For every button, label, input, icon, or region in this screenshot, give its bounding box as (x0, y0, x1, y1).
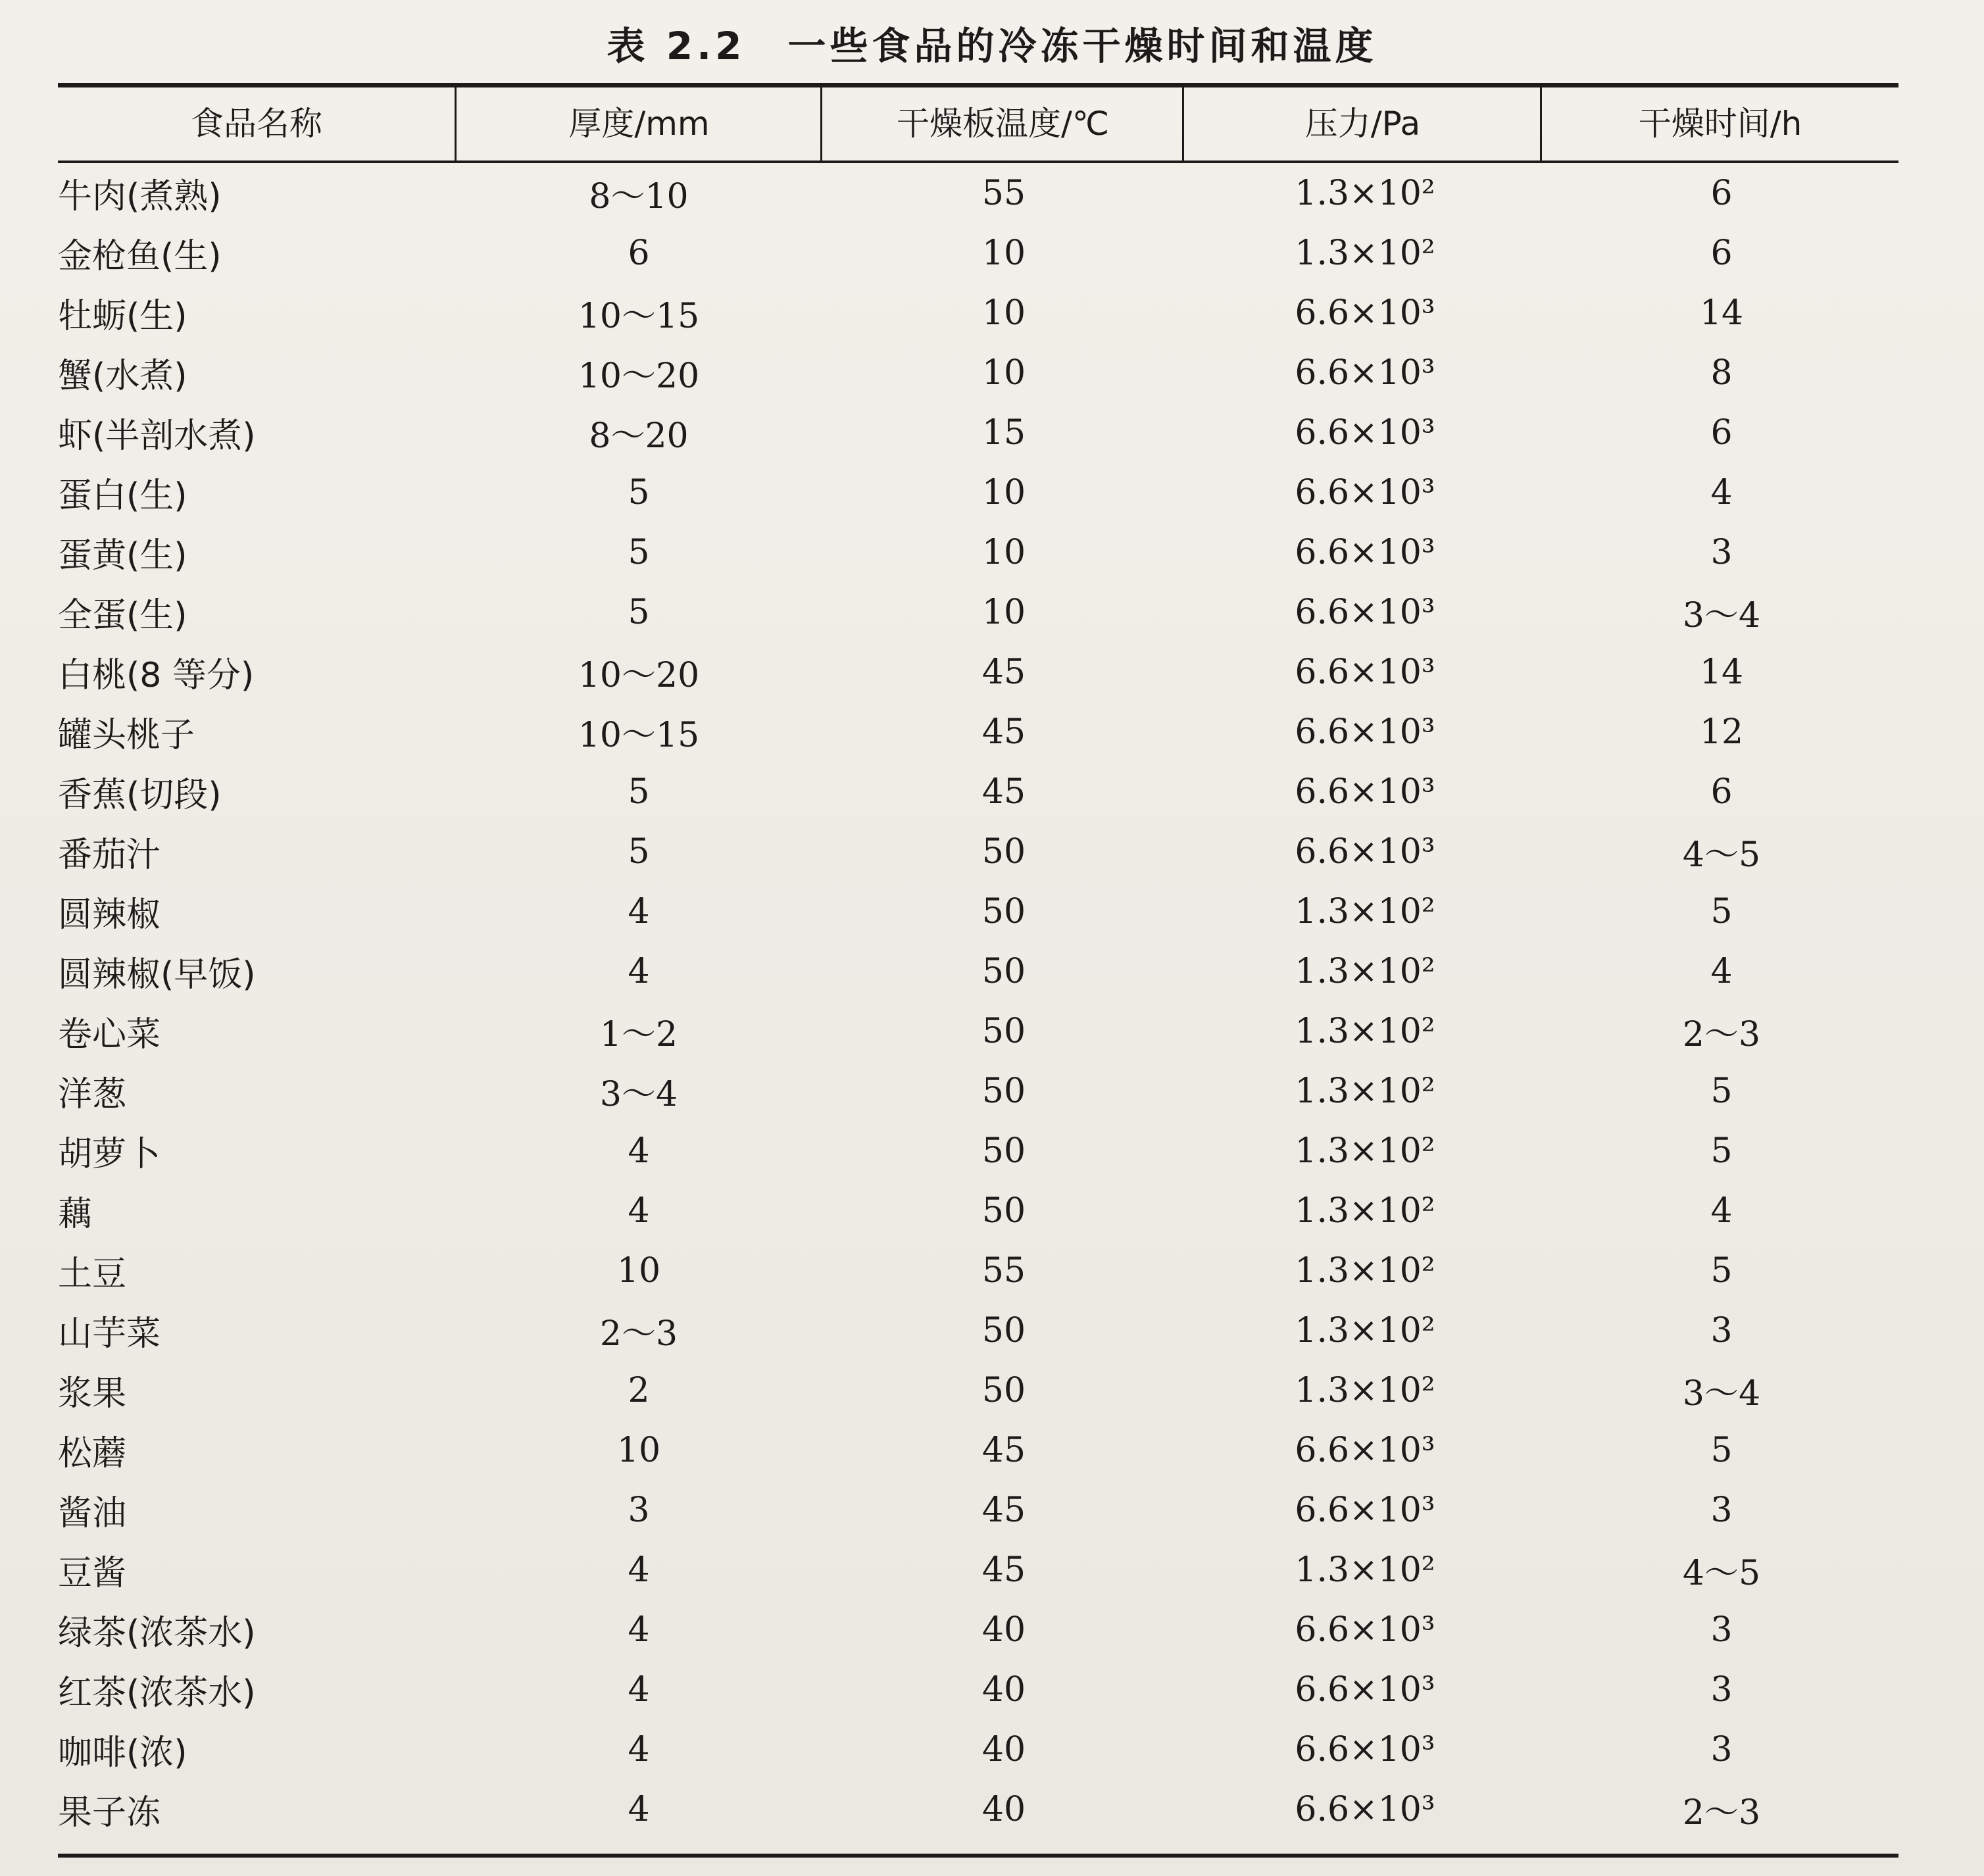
thickness-cell: 4 (628, 1789, 650, 1829)
plate-temp-cell: 40 (981, 1789, 1026, 1829)
drying-time-cell: 3 (1710, 1669, 1733, 1710)
thickness-cell: 3～4 (599, 1075, 678, 1114)
pressure-cell: 6.6×10³ (1295, 1789, 1435, 1829)
thickness-cell: 4 (628, 951, 650, 991)
table-row (58, 1480, 1898, 1540)
drying-time-cell: 5 (1710, 891, 1733, 931)
thickness-cell: 5 (628, 592, 650, 632)
plate-temp-cell: 10 (981, 532, 1026, 572)
drying-time-cell: 3 (1710, 532, 1733, 572)
table-row (58, 1241, 1898, 1300)
table-row (58, 762, 1898, 822)
bottom-rule (58, 1854, 1898, 1858)
table-row (58, 163, 1898, 223)
plate-temp-cell: 10 (981, 472, 1026, 512)
table-body (58, 163, 1898, 1839)
food-name-cell: 洋葱 (58, 1075, 127, 1114)
thickness-cell: 4 (628, 1131, 650, 1171)
drying-time-cell: 3～4 (1682, 1374, 1761, 1414)
drying-time-cell: 4～5 (1682, 835, 1761, 875)
food-name-cell: 全蛋(生) (58, 596, 187, 635)
thickness-cell: 8～10 (589, 177, 689, 216)
food-name-cell: 番茄汁 (58, 835, 161, 875)
pressure-cell: 1.3×10² (1295, 1250, 1435, 1291)
drying-time-cell: 2～3 (1682, 1015, 1761, 1054)
table-row (58, 702, 1898, 762)
pressure-cell: 1.3×10² (1295, 951, 1435, 991)
plate-temp-cell: 50 (981, 1310, 1026, 1350)
header-drying-time: 干燥时间/h (1638, 105, 1802, 143)
plate-temp-cell: 40 (981, 1729, 1026, 1769)
plate-temp-cell: 50 (981, 891, 1026, 931)
table-row (58, 223, 1898, 283)
drying-time-cell: 6 (1710, 772, 1733, 812)
pressure-cell: 6.6×10³ (1295, 712, 1435, 752)
drying-time-cell: 5 (1710, 1430, 1733, 1470)
drying-time-cell: 6 (1710, 233, 1733, 273)
pressure-cell: 6.6×10³ (1295, 592, 1435, 632)
plate-temp-cell: 45 (981, 1430, 1026, 1470)
food-name-cell: 牡蛎(生) (58, 297, 187, 336)
pressure-cell: 6.6×10³ (1295, 1729, 1435, 1769)
pressure-cell: 6.6×10³ (1295, 1610, 1435, 1650)
drying-time-cell: 4 (1710, 472, 1733, 512)
drying-time-cell: 6 (1710, 412, 1733, 453)
drying-time-cell: 4 (1710, 951, 1733, 991)
pressure-cell: 6.6×10³ (1295, 1490, 1435, 1530)
pressure-cell: 1.3×10² (1295, 173, 1435, 213)
table-row (58, 1420, 1898, 1480)
thickness-cell: 4 (628, 1729, 650, 1769)
food-name-cell: 土豆 (58, 1254, 127, 1294)
drying-time-cell: 3 (1710, 1610, 1733, 1650)
drying-time-cell: 14 (1699, 293, 1744, 333)
pressure-cell: 6.6×10³ (1295, 353, 1435, 393)
thickness-cell: 6 (628, 233, 650, 273)
pressure-cell: 1.3×10² (1295, 1550, 1435, 1590)
pressure-cell: 1.3×10² (1295, 1370, 1435, 1410)
drying-time-cell: 8 (1710, 353, 1733, 393)
food-name-cell: 藕 (58, 1195, 93, 1234)
thickness-cell: 1～2 (599, 1015, 678, 1054)
plate-temp-cell: 50 (981, 1011, 1026, 1051)
plate-temp-cell: 45 (981, 712, 1026, 752)
thickness-cell: 3 (628, 1490, 650, 1530)
food-name-cell: 虾(半剖水煮) (58, 416, 256, 456)
thickness-cell: 5 (628, 831, 650, 872)
table-title: 表 2.2 一些食品的冷冻干燥时间和温度 (607, 24, 1377, 68)
pressure-cell: 6.6×10³ (1295, 652, 1435, 692)
thickness-cell: 4 (628, 891, 650, 931)
food-name-cell: 蛋黄(生) (58, 536, 187, 576)
table-row (58, 642, 1898, 702)
food-name-cell: 红茶(浓茶水) (58, 1673, 256, 1713)
food-name-cell: 酱油 (58, 1494, 127, 1533)
plate-temp-cell: 10 (981, 293, 1026, 333)
table-row (58, 822, 1898, 881)
thickness-cell: 10～15 (578, 297, 700, 336)
pressure-cell: 6.6×10³ (1295, 1669, 1435, 1710)
plate-temp-cell: 50 (981, 1370, 1026, 1410)
table-row (58, 881, 1898, 941)
thickness-cell: 2 (628, 1370, 650, 1410)
header-pressure: 压力/Pa (1304, 105, 1421, 143)
food-name-cell: 果子冻 (58, 1793, 161, 1833)
pressure-cell: 1.3×10² (1295, 1310, 1435, 1350)
drying-time-cell: 3 (1710, 1490, 1733, 1530)
drying-time-cell: 3 (1710, 1729, 1733, 1769)
pressure-cell: 6.6×10³ (1295, 1430, 1435, 1470)
drying-time-cell: 5 (1710, 1250, 1733, 1291)
thickness-cell: 10～20 (578, 357, 700, 396)
table-row (58, 582, 1898, 642)
table-row (58, 1300, 1898, 1360)
food-name-cell: 蟹(水煮) (58, 357, 187, 396)
food-name-cell: 浆果 (58, 1374, 127, 1414)
plate-temp-cell: 45 (981, 772, 1026, 812)
pressure-cell: 6.6×10³ (1295, 412, 1435, 453)
plate-temp-cell: 10 (981, 353, 1026, 393)
thickness-cell: 5 (628, 532, 650, 572)
table-row (58, 343, 1898, 403)
plate-temp-cell: 40 (981, 1610, 1026, 1650)
plate-temp-cell: 50 (981, 831, 1026, 872)
thickness-cell: 4 (628, 1550, 650, 1590)
thickness-cell: 10 (616, 1250, 661, 1291)
food-name-cell: 香蕉(切段) (58, 776, 222, 815)
drying-time-cell: 14 (1699, 652, 1744, 692)
table-row (58, 1660, 1898, 1719)
plate-temp-cell: 45 (981, 1550, 1026, 1590)
table-row (58, 1001, 1898, 1061)
pressure-cell: 6.6×10³ (1295, 772, 1435, 812)
table-row (58, 1719, 1898, 1779)
food-name-cell: 咖啡(浓) (58, 1733, 187, 1773)
table-row (58, 283, 1898, 343)
drying-time-cell: 3～4 (1682, 596, 1761, 635)
drying-time-cell: 4 (1710, 1191, 1733, 1231)
food-name-cell: 白桃(8 等分) (58, 656, 255, 695)
food-name-cell: 山芋菜 (58, 1314, 161, 1354)
plate-temp-cell: 50 (981, 1071, 1026, 1111)
header-plate-temperature: 干燥板温度/℃ (897, 105, 1109, 143)
table-row (58, 1600, 1898, 1660)
table-row (58, 1779, 1898, 1839)
table-row (58, 462, 1898, 522)
pressure-cell: 1.3×10² (1295, 1071, 1435, 1111)
header-food-name: 食品名称 (191, 105, 322, 143)
pressure-cell: 1.3×10² (1295, 233, 1435, 273)
pressure-cell: 1.3×10² (1295, 1131, 1435, 1171)
drying-time-cell: 12 (1699, 712, 1744, 752)
drying-time-cell: 4～5 (1682, 1554, 1761, 1593)
pressure-cell: 6.6×10³ (1295, 831, 1435, 872)
plate-temp-cell: 45 (981, 652, 1026, 692)
table-row (58, 522, 1898, 582)
pressure-cell: 1.3×10² (1295, 1191, 1435, 1231)
drying-table (58, 163, 1898, 1839)
plate-temp-cell: 10 (981, 233, 1026, 273)
plate-temp-cell: 10 (981, 592, 1026, 632)
thickness-cell: 5 (628, 772, 650, 812)
food-name-cell: 金枪鱼(生) (58, 237, 222, 276)
plate-temp-cell: 50 (981, 951, 1026, 991)
table-row (58, 1121, 1898, 1181)
plate-temp-cell: 15 (981, 412, 1026, 453)
pressure-cell: 1.3×10² (1295, 891, 1435, 931)
drying-time-cell: 6 (1710, 173, 1733, 213)
food-name-cell: 绿茶(浓茶水) (58, 1614, 256, 1653)
plate-temp-cell: 40 (981, 1669, 1026, 1710)
thickness-cell: 2～3 (599, 1314, 678, 1354)
food-name-cell: 豆酱 (58, 1554, 127, 1593)
pressure-cell: 6.6×10³ (1295, 532, 1435, 572)
food-name-cell: 松蘑 (58, 1434, 127, 1473)
drying-time-cell: 3 (1710, 1310, 1733, 1350)
drying-time-cell: 5 (1710, 1131, 1733, 1171)
thickness-cell: 4 (628, 1191, 650, 1231)
drying-time-cell: 5 (1710, 1071, 1733, 1111)
thickness-cell: 4 (628, 1610, 650, 1650)
pressure-cell: 6.6×10³ (1295, 293, 1435, 333)
food-name-cell: 牛肉(煮熟) (58, 177, 222, 216)
plate-temp-cell: 55 (981, 1250, 1026, 1291)
table-row (58, 1061, 1898, 1121)
table-row (58, 1360, 1898, 1420)
food-name-cell: 胡萝卜 (58, 1135, 161, 1174)
food-name-cell: 蛋白(生) (58, 476, 187, 516)
plate-temp-cell: 45 (981, 1490, 1026, 1530)
header-thickness: 厚度/mm (568, 105, 710, 143)
food-name-cell: 罐头桃子 (58, 716, 195, 755)
thickness-cell: 10～20 (578, 656, 700, 695)
thickness-cell: 5 (628, 472, 650, 512)
drying-time-cell: 2～3 (1682, 1793, 1761, 1833)
thickness-cell: 4 (628, 1669, 650, 1710)
thickness-cell: 8～20 (589, 416, 689, 456)
plate-temp-cell: 50 (981, 1131, 1026, 1171)
pressure-cell: 6.6×10³ (1295, 472, 1435, 512)
plate-temp-cell: 55 (981, 173, 1026, 213)
table-row (58, 403, 1898, 462)
plate-temp-cell: 50 (981, 1191, 1026, 1231)
table-row (58, 1540, 1898, 1600)
food-name-cell: 卷心菜 (58, 1015, 161, 1054)
table-row (58, 941, 1898, 1001)
table-row (58, 1181, 1898, 1241)
thickness-cell: 10～15 (578, 716, 700, 755)
food-name-cell: 圆辣椒 (58, 895, 161, 935)
pressure-cell: 1.3×10² (1295, 1011, 1435, 1051)
food-name-cell: 圆辣椒(早饭) (58, 955, 256, 995)
thickness-cell: 10 (616, 1430, 661, 1470)
